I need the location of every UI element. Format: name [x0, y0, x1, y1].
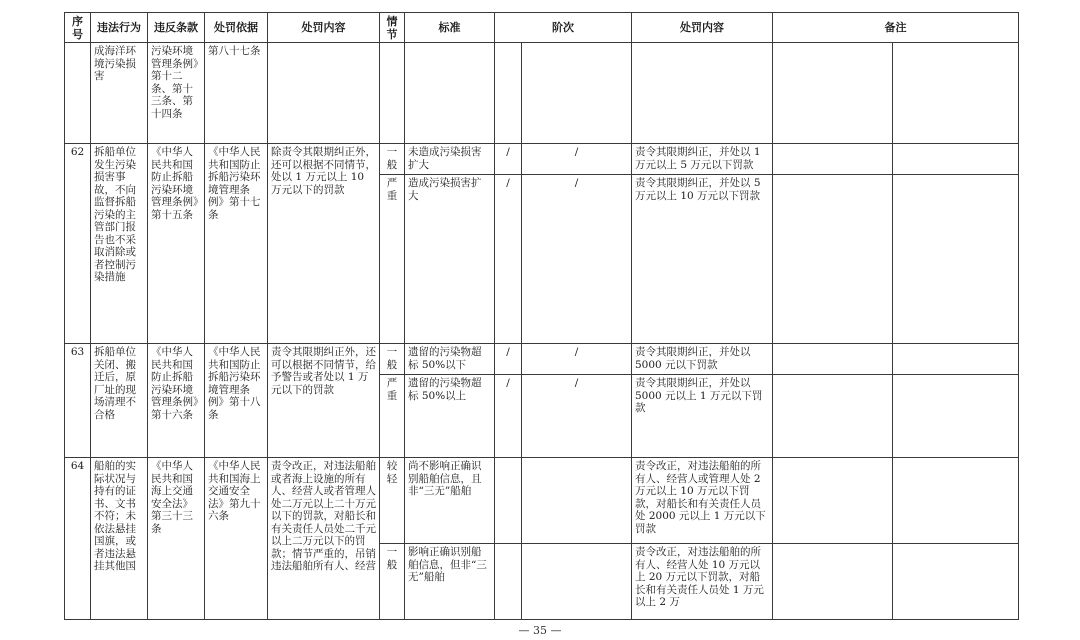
cell-remark-a [773, 344, 893, 375]
cell-act: 船舶的实际状况与持有的证书、文书不符；未依法悬挂国旗，或者违法悬挂其他国 [91, 458, 148, 620]
cell-clause: 《中华人民共和国防止拆船污染环境管理条例》第十五条 [148, 144, 205, 344]
cell-penalty: 责令改正，对违法船舶的所有人、经营人处 10 万元以上 20 万元以下罚款，对船长和有关责任人员处 1 万元以上 2 万 [632, 544, 773, 620]
cell-level-a: / [495, 344, 522, 375]
cell-remark-a [773, 43, 893, 144]
cell-level-a [495, 544, 522, 620]
cell-num: 64 [65, 458, 91, 620]
cell-penalty: 责令改正，对违法船舶的所有人、经营人或管理人处 2 万元以上 10 万元以下罚款，对船长和有关责任人员处 2000 元以上 1 万元以下罚款 [632, 458, 773, 544]
col-header-standard: 标准 [405, 13, 495, 43]
cell-remark-b [893, 43, 1019, 144]
cell-remark-a [773, 544, 893, 620]
cell-content: 除责令其限期纠正外，还可以根据不同情节，处以 1 万元以上 10 万元以下的罚款 [268, 144, 380, 344]
cell-circ: 一般 [380, 144, 405, 175]
cell-level-b [522, 43, 632, 144]
cell-act: 拆船单位关闭、搬迁后，原厂址的现场清理不合格 [91, 344, 148, 458]
col-header-circ: 情节 [380, 13, 405, 43]
page-number: — 35 — [518, 624, 562, 637]
cell-standard: 遗留的污染物超标 50%以上 [405, 375, 495, 458]
cell-level-a: / [495, 175, 522, 344]
cell-level-a [495, 458, 522, 544]
table-row-63 [65, 344, 1019, 375]
cell-circ: 严重 [380, 175, 405, 344]
cell-act: 拆船单位发生污染损害事故，不向监督拆船污染的主管部门报告也不采取消除或者控制污染措施 [91, 144, 148, 344]
cell-remark-b [893, 175, 1019, 344]
cell-remark-a [773, 175, 893, 344]
col-header-content2: 处罚内容 [632, 13, 773, 43]
cell-content: 责令其限期纠正外，还可以根据不同情节，给予警告或者处以 1 万元以下的罚款 [268, 344, 380, 458]
cell-remark-b [893, 375, 1019, 458]
cell-content: 责令改正，对违法船舶或者海上设施的所有人、经营人或者管理人处二万元以上二十万元以下的罚款，对船长和有关责任人员处二千元以上二万元以下的罚款；情节严重的，吊销违法船舶所有人、经营 [268, 458, 380, 620]
cell-penalty: 责令其限期纠正，并处以 1 万元以上 5 万元以下罚款 [632, 144, 773, 175]
col-header-act: 违法行为 [91, 13, 148, 43]
cell-content [268, 43, 380, 144]
cell-basis: 第八十七条 [205, 43, 268, 144]
cell-remark-b [893, 144, 1019, 175]
cell-remark-a [773, 144, 893, 175]
col-header-clause: 违反条款 [148, 13, 205, 43]
cell-standard: 影响正确识别船舶信息，但非“三无”船舶 [405, 544, 495, 620]
table-row-continued [65, 43, 1019, 144]
cell-level-b: / [522, 175, 632, 344]
cell-circ: 较轻 [380, 458, 405, 544]
cell-circ: 一般 [380, 344, 405, 375]
cell-basis: 《中华人民共和国海上交通安全法》第九十六条 [205, 458, 268, 620]
cell-circ: 一般 [380, 544, 405, 620]
penalty-table [64, 12, 1019, 620]
cell-remark-b [893, 544, 1019, 620]
cell-standard [405, 43, 495, 144]
cell-remark-b [893, 458, 1019, 544]
cell-act: 成海洋环境污染损害 [91, 43, 148, 144]
cell-clause: 《中华人民共和国海上交通安全法》第三十三条 [148, 458, 205, 620]
table-row-64 [65, 458, 1019, 544]
cell-num [65, 43, 91, 144]
cell-basis: 《中华人民共和国防止拆船污染环境管理条例》第十七条 [205, 144, 268, 344]
cell-level-a [495, 43, 522, 144]
cell-num: 62 [65, 144, 91, 344]
cell-level-a: / [495, 144, 522, 175]
cell-remark-b [893, 344, 1019, 375]
cell-level-b: / [522, 344, 632, 375]
col-header-content: 处罚内容 [268, 13, 380, 43]
cell-standard: 造成污染损害扩大 [405, 175, 495, 344]
cell-level-b: / [522, 144, 632, 175]
cell-level-a: / [495, 375, 522, 458]
cell-basis: 《中华人民共和国防止拆船污染环境管理条例》第十八条 [205, 344, 268, 458]
cell-penalty: 责令其限期纠正，并处以 5000 元以上 1 万元以下罚款 [632, 375, 773, 458]
cell-level-b: / [522, 375, 632, 458]
cell-standard: 尚不影响正确识别船舶信息，且非“三无”船舶 [405, 458, 495, 544]
table-row-62 [65, 144, 1019, 175]
cell-penalty: 责令其限期纠正，并处以 5000 元以下罚款 [632, 344, 773, 375]
cell-standard: 遗留的污染物超标 50%以下 [405, 344, 495, 375]
col-header-remark: 备注 [773, 13, 1019, 43]
cell-num: 63 [65, 344, 91, 458]
cell-level-b [522, 544, 632, 620]
cell-standard: 未造成污染损害扩大 [405, 144, 495, 175]
cell-level-b [522, 458, 632, 544]
cell-penalty [632, 43, 773, 144]
col-header-level: 阶次 [495, 13, 632, 43]
cell-penalty: 责令其限期纠正，并处以 5 万元以上 10 万元以下罚款 [632, 175, 773, 344]
cell-remark-a [773, 375, 893, 458]
cell-circ [380, 43, 405, 144]
col-header-basis: 处罚依据 [205, 13, 268, 43]
col-header-seq: 序号 [65, 13, 91, 43]
cell-clause: 污染环境管理条例》第十二条、第十三条、第十四条 [148, 43, 205, 144]
cell-clause: 《中华人民共和国防止拆船污染环境管理条例》第十六条 [148, 344, 205, 458]
header-row [65, 13, 1019, 43]
cell-remark-a [773, 458, 893, 544]
cell-circ: 严重 [380, 375, 405, 458]
